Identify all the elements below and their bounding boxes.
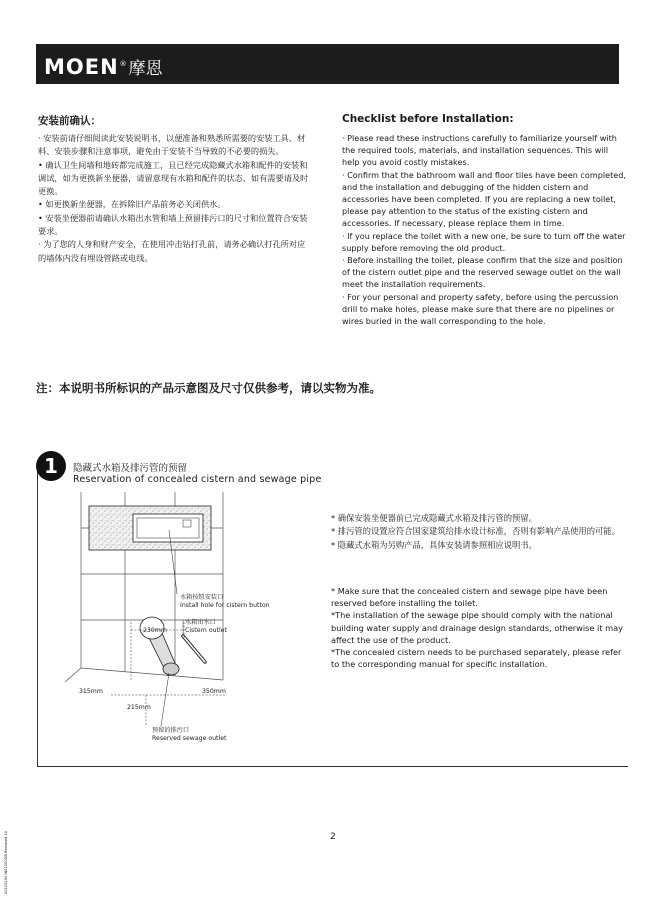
checklist-cn-title: 安装前确认： bbox=[38, 115, 101, 127]
checklist-cn-body bbox=[38, 132, 310, 265]
section-note-cn: * 排污管的设置应符合国家建筑给排水设计标准，否则有影响产品使用的可能。 bbox=[331, 526, 620, 537]
page-number: 2 bbox=[330, 832, 336, 842]
dimension-215: 215mm bbox=[127, 704, 151, 711]
section-note-cn: * 确保安装坐便器前已完成隐藏式水箱及排污管的预留。 bbox=[331, 513, 537, 523]
label-button-hole-cn: 水箱按钮安装口 bbox=[180, 594, 224, 601]
step-number-badge: 1 bbox=[36, 451, 66, 481]
checklist-en-item: · For your personal and property safety, before using the percussion drill to make holes, please make sure that there are no pipelines or wires buried in the wall corresponding to the hole. bbox=[342, 291, 619, 327]
checklist-cn-item: · 安装前请仔细阅读此安装说明书，以便准备和熟悉所需要的安装工具、材料、安装步骤和注意事项，避免由于安装不当导致的不必要的损失。 bbox=[38, 133, 306, 157]
document-code bbox=[0, 830, 12, 898]
checklist-cn-item: · 为了您的人身和财产安全，在使用冲击钻打孔前，请务必确认打孔所对应的墙体内没有埋设管路或电线。 bbox=[38, 239, 306, 263]
brand-header-bar bbox=[36, 44, 619, 84]
checklist-en-item: · If you replace the toilet with a new one, be sure to turn off the water supply before removing the old product. bbox=[342, 230, 626, 253]
checklist-en-body bbox=[342, 132, 628, 327]
section-title-cn: 隐藏式水箱及排污管的预留 bbox=[73, 463, 188, 474]
disclaimer-note: 注：本说明书所标识的产品示意图及尺寸仅供参考，请以实物为准。 bbox=[36, 381, 381, 395]
dimension-350: 350mm bbox=[202, 688, 226, 695]
sewage-pipe bbox=[140, 617, 179, 675]
section-note-en: * Make sure that the concealed cistern and sewage pipe have been reserved before installing the toilet. bbox=[331, 586, 608, 609]
brand-name-cn: 摩恩 bbox=[128, 59, 163, 79]
label-cistern-outlet-en: Cistern outlet bbox=[185, 627, 227, 634]
checklist-en-title: Checklist before Installation: bbox=[342, 113, 514, 125]
section-title-en: Reservation of concealed cistern and sewage pipe bbox=[73, 474, 322, 485]
cistern-installation-diagram bbox=[65, 490, 305, 760]
section-notes-cn bbox=[331, 512, 631, 552]
checklist-cn-item: • 确认卫生间墙和地砖都完成施工，且已经完成隐藏式水箱和配件的安装和调试，如为更换新坐便器，请留意现有水箱和配件的状态，如有需要请及时更换。 bbox=[38, 159, 309, 197]
section-note-en: *The installation of the sewage pipe should comply with the national building water supply and drainage design standards, otherwise it may affect the use of the product. bbox=[331, 610, 623, 645]
section-notes-en bbox=[331, 585, 629, 670]
dimension-230: 230mm bbox=[143, 627, 167, 634]
trademark-symbol: ® bbox=[119, 60, 128, 68]
label-sewage-outlet-cn: 预留的排污口 bbox=[152, 727, 190, 734]
dimension-315: 315mm bbox=[79, 688, 103, 695]
brand-logo bbox=[44, 51, 163, 82]
label-sewage-outlet-en: Reserved sewage outlet bbox=[152, 735, 227, 742]
section-note-en: *The concealed cistern needs to be purchased separately, please refer to the corresponding manual for specific installation. bbox=[331, 647, 622, 670]
brand-name: MOEN bbox=[44, 55, 119, 79]
document-code-text: 00102250 INS1200GB Released.10 bbox=[4, 830, 8, 894]
checklist-en-item: · Confirm that the bathroom wall and floor tiles have been completed, and the installation and debugging of the hidden cistern and accessories have been completed. If you are replacing a new toilet, please pay attention to the status of the existing cistern and accessories. If necessary, please replace them in time. bbox=[342, 169, 626, 229]
checklist-en-item: · Before installing the toilet, please confirm that the size and position of the cistern outlet pipe and the reserved sewage outlet on the wall meet the installation requirements. bbox=[342, 255, 623, 290]
label-cistern-outlet-cn: 水箱出水口 bbox=[185, 619, 216, 626]
cistern-outlet-pipe bbox=[183, 636, 205, 662]
label-button-hole-en: Install hole for cistern button bbox=[180, 602, 270, 609]
concealed-cistern-block bbox=[89, 506, 211, 550]
section-note-cn: * 隐藏式水箱为另购产品，具体安装请参照相应说明书。 bbox=[331, 539, 537, 550]
checklist-cn-item: • 如更换新坐便器，在拆除旧产品前务必关闭供水。 bbox=[38, 199, 226, 210]
checklist-en-item: · Please read these instructions carefully to familiarize yourself with the required tools, materials, and installation sequences. This will help you avoid costly mistakes. bbox=[342, 133, 617, 168]
checklist-cn-item: • 安装坐便器前请确认水箱出水管和墙上预留排污口的尺寸和位置符合安装要求。 bbox=[38, 212, 308, 237]
